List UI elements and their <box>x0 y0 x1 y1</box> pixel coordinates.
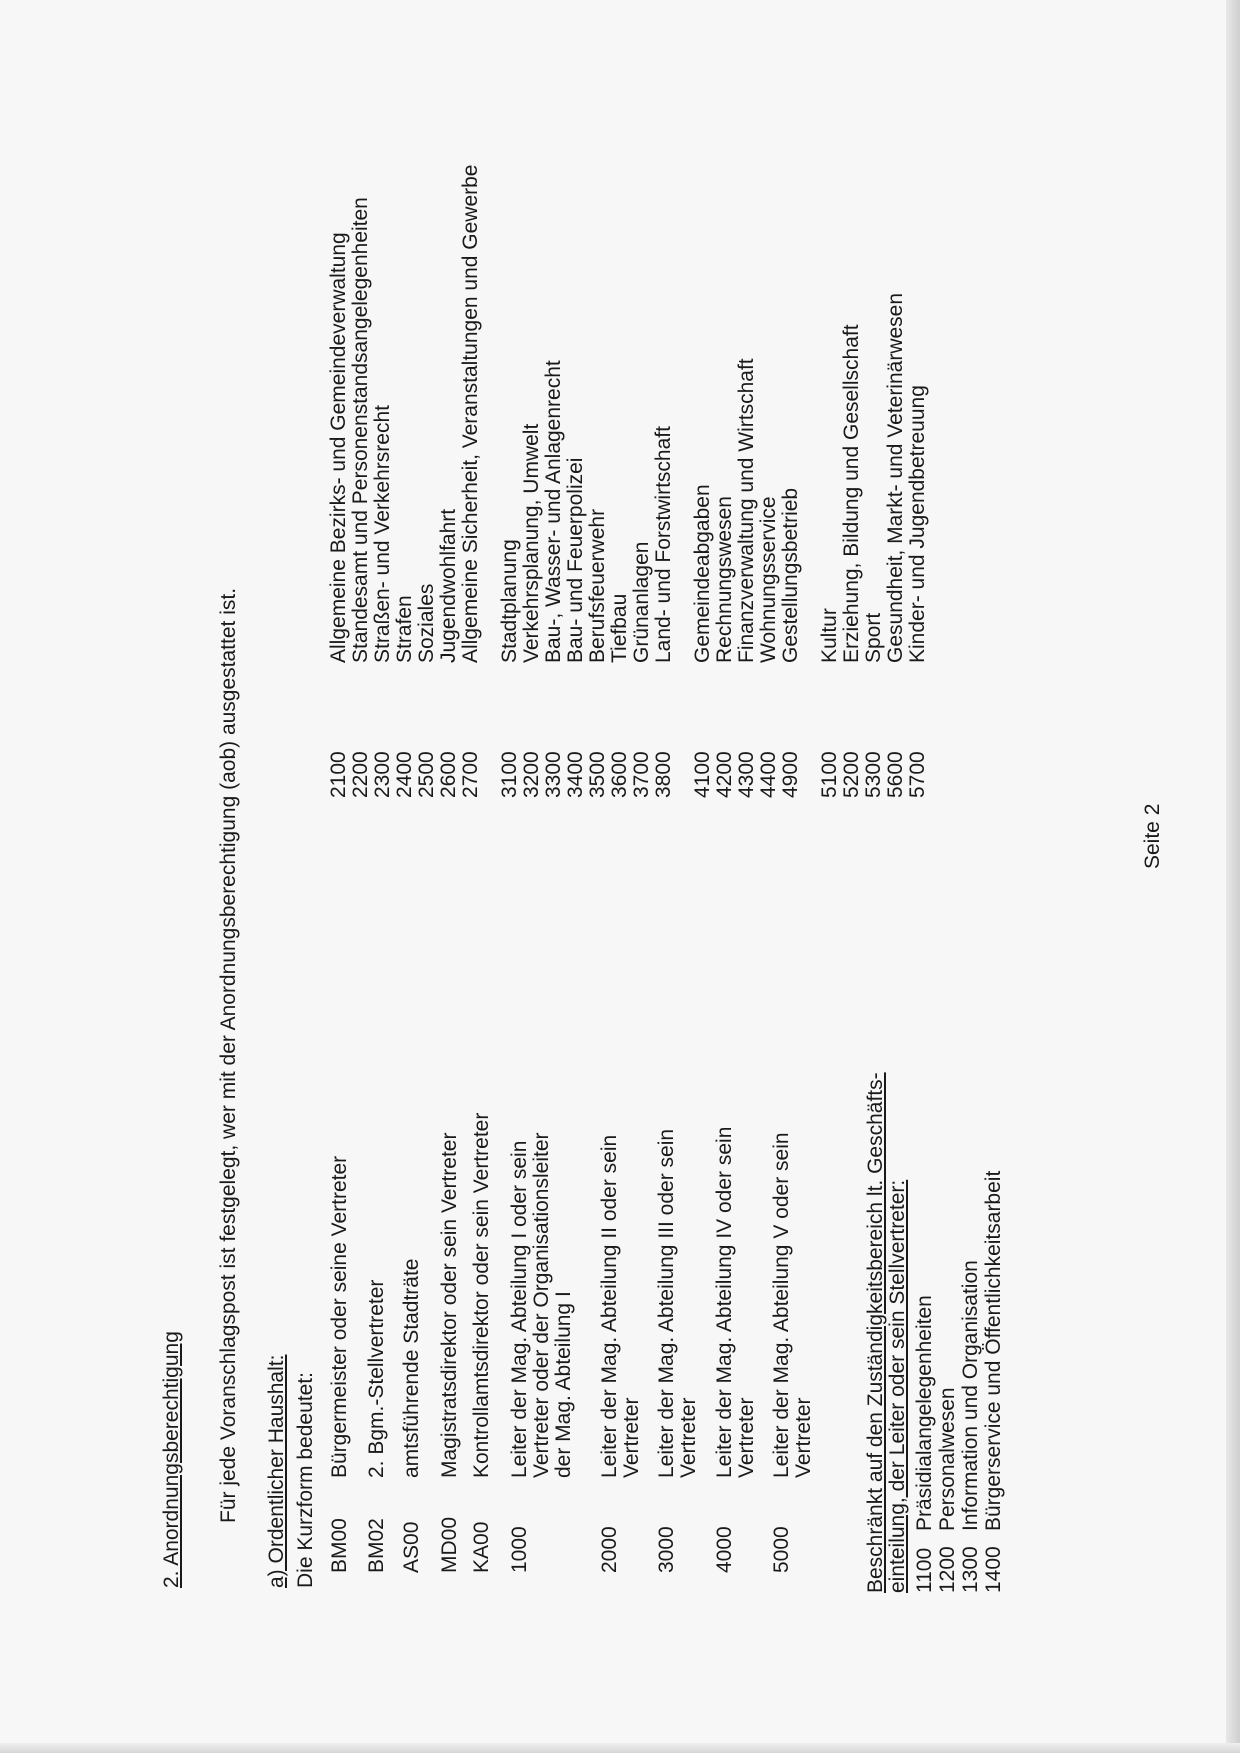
subunit-code: 1100 <box>913 1547 936 1593</box>
department-code: 3500 <box>586 751 609 798</box>
role-code: BM02 <box>365 1518 388 1573</box>
department-name: Kinder- und Jugendbetreuung <box>906 385 929 663</box>
section-b-title-line2: einteilung, der Leiter oder sein Stellvertreter: <box>886 1179 909 1593</box>
intro-paragraph: Für jede Voranschlagspost ist festgelegt, wer mit der Anordnungsberechtigung (aob) ausgestattet ist. <box>217 587 240 1523</box>
subunit-code: 1400 <box>982 1546 1005 1593</box>
department-code: 3400 <box>564 751 587 798</box>
department-code: 2600 <box>437 751 460 798</box>
role-description: Vertreter <box>735 1397 758 1478</box>
role-code: KA00 <box>470 1521 493 1573</box>
subunit-code: 1300 <box>959 1546 982 1593</box>
role-description: Vertreter <box>677 1397 700 1478</box>
role-code: 1000 <box>508 1526 531 1573</box>
section-heading: 2. Anordnungsberechtigung <box>160 1331 183 1588</box>
department-name: Gemeindeabgaben <box>691 484 714 663</box>
department-name: Straßen- und Verkehrsrecht <box>371 405 394 663</box>
department-name: Bau-, Wasser- und Anlagenrecht <box>542 360 565 663</box>
department-name: Finanzverwaltung und Wirtschaft <box>735 358 758 663</box>
role-code: BM00 <box>328 1518 351 1573</box>
department-code: 5700 <box>906 751 929 798</box>
department-name: Grünanlagen <box>630 541 653 663</box>
department-code: 5600 <box>884 751 907 798</box>
role-code: 4000 <box>713 1526 736 1573</box>
department-code: 5200 <box>840 751 863 798</box>
department-code: 4100 <box>691 751 714 798</box>
department-code: 4200 <box>713 751 736 798</box>
role-description: amtsführende Stadträte <box>400 1258 423 1478</box>
role-description: Leiter der Mag. Abteilung II oder sein <box>598 1134 621 1478</box>
department-name: Standesamt und Personenstandsangelegenheiten <box>349 197 372 663</box>
section-a-subtitle: Die Kurzform bedeutet: <box>294 1372 317 1588</box>
department-code: 3800 <box>652 751 675 798</box>
role-description: Leiter der Mag. Abteilung V oder sein <box>770 1132 793 1478</box>
department-code: 2300 <box>371 751 394 798</box>
role-description: Leiter der Mag. Abteilung III oder sein <box>655 1128 678 1478</box>
department-name: Jugendwohlfahrt <box>437 508 460 663</box>
department-name: Tiefbau <box>608 593 631 663</box>
role-code: AS00 <box>400 1521 423 1573</box>
department-name: Gesundheit, Markt- und Veterinärwesen <box>884 292 907 663</box>
subunit-name: Präsidialangelegenheiten <box>913 1295 936 1531</box>
department-code: 5100 <box>818 751 841 798</box>
role-description: Leiter der Mag. Abteilung IV oder sein <box>713 1126 736 1478</box>
department-name: Verkehrsplanung, Umwelt <box>520 423 543 663</box>
role-description: Vertreter <box>792 1397 815 1478</box>
role-description: 2. Bgm.-Stellvertreter <box>365 1279 388 1478</box>
section-a-title: a) Ordentlicher Haushalt: <box>265 1354 288 1588</box>
department-code: 4900 <box>779 751 802 798</box>
department-name: Berufsfeuerwehr <box>586 508 609 663</box>
department-code: 5300 <box>862 751 885 798</box>
role-code: 2000 <box>598 1526 621 1573</box>
page-number: Seite 2 <box>1141 803 1164 869</box>
department-name: Gestellungsbetrieb <box>779 487 802 663</box>
department-name: Erziehung, Bildung und Gesellschaft <box>840 324 863 663</box>
department-name: Kultur <box>818 608 841 663</box>
role-description: Vertreter <box>620 1397 643 1478</box>
role-description: der Mag. Abteilung I <box>552 1291 575 1478</box>
department-code: 3100 <box>498 751 521 798</box>
department-name: Bau- und Feuerpolizei <box>564 457 587 663</box>
section-b-title-line1: Beschränkt auf den Zuständigkeitsbereich lt. Geschäfts- <box>864 1072 887 1593</box>
subunit-name: Information und Organisation <box>959 1260 982 1531</box>
department-code: 2200 <box>349 751 372 798</box>
department-name: Rechnungswesen <box>713 496 736 663</box>
department-name: Sport <box>862 612 885 663</box>
department-name: Soziales <box>415 583 438 663</box>
department-name: Land- und Forstwirtschaft <box>652 426 675 663</box>
role-description: Magistratsdirektor oder sein Vertreter <box>438 1132 461 1478</box>
subunit-code: 1200 <box>936 1546 959 1593</box>
subunit-name: Bürgerservice und Öffentlichkeitsarbeit <box>982 1170 1005 1531</box>
department-name: Strafen <box>393 595 416 663</box>
department-code: 3300 <box>542 751 565 798</box>
department-code: 2500 <box>415 751 438 798</box>
department-code: 2700 <box>459 751 482 798</box>
role-code: 3000 <box>655 1526 678 1573</box>
role-description: Kontrollamtsdirektor oder sein Vertreter <box>470 1112 493 1478</box>
department-name: Stadtplanung <box>498 539 521 663</box>
department-code: 2400 <box>393 751 416 798</box>
department-name: Allgemeine Bezirks- und Gemeindeverwaltung <box>327 232 350 663</box>
role-description: Vertreter oder der Organisationsleiter <box>530 1132 553 1478</box>
subunit-name: Personalwesen <box>936 1387 959 1531</box>
role-code: MD00 <box>438 1516 461 1573</box>
department-code: 4300 <box>735 751 758 798</box>
department-code: 3600 <box>608 751 631 798</box>
department-code: 3200 <box>520 751 543 798</box>
department-code: 4400 <box>757 751 780 798</box>
department-code: 3700 <box>630 751 653 798</box>
department-name: Wohnungsservice <box>757 496 780 663</box>
role-description: Leiter der Mag. Abteilung I oder sein <box>508 1140 531 1478</box>
department-name: Allgemeine Sicherheit, Veranstaltungen und Gewerbe <box>459 164 482 663</box>
role-code: 5000 <box>770 1526 793 1573</box>
department-code: 2100 <box>327 751 350 798</box>
role-description: Bürgermeister oder seine Vertreter <box>328 1155 351 1478</box>
